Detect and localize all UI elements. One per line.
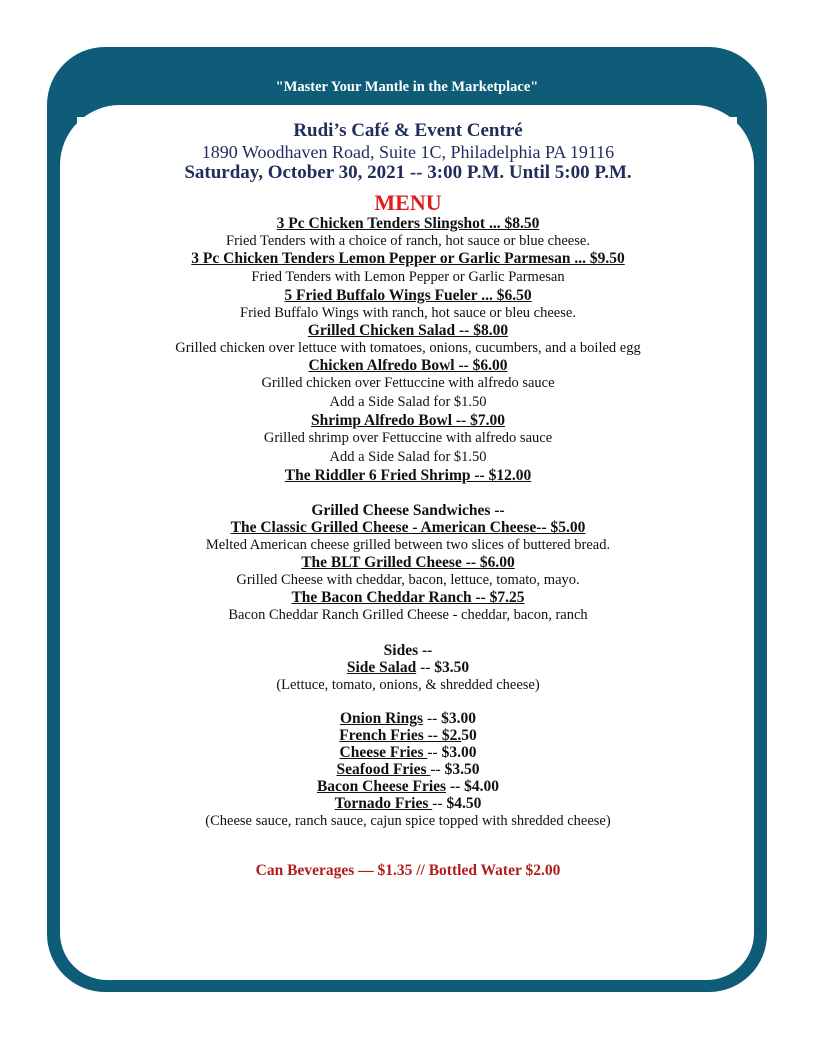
- side-item-separator: --: [427, 744, 442, 761]
- menu-item-description: Grilled shrimp over Fettuccine with alfredo sauce: [263, 430, 553, 446]
- menu-item: [60, 589, 756, 624]
- spacer: [60, 624, 756, 642]
- venue-name: Rudi’s Café & Event Centré: [293, 120, 523, 141]
- menu-item-description: Melted American cheese grilled between two slices of buttered bread.: [205, 537, 611, 553]
- side-item-price: $4.50: [446, 795, 482, 812]
- menu-item-addon: Add a Side Salad for $1.50: [329, 394, 487, 410]
- menu-item-description: Grilled chicken over lettuce with tomatoes, onions, cucumbers, and a boiled egg: [175, 340, 641, 356]
- side-item: [60, 795, 756, 812]
- menu-item: [60, 412, 756, 467]
- menu-item-title: Grilled Chicken Salad -- $8.00: [307, 322, 509, 339]
- side-item-separator: --: [423, 710, 442, 727]
- side-item-price: 50: [461, 727, 477, 744]
- side-item-price: $3.00: [441, 744, 477, 761]
- side-item-name: Side Salad: [346, 659, 417, 676]
- side-item-name: Tornado Fries: [334, 795, 433, 812]
- menu-item-title: Shrimp Alfredo Bowl -- $7.00: [311, 412, 505, 429]
- venue-address: 1890 Woodhaven Road, Suite 1C, Philadelphia PA 19116: [201, 142, 615, 162]
- spacer: [60, 694, 756, 710]
- menu-item: [60, 467, 756, 484]
- menu-item-title: The Bacon Cheddar Ranch -- $7.25: [291, 589, 525, 606]
- menu-item-title: The Riddler 6 Fried Shrimp -- $12.00: [284, 467, 532, 484]
- menu-item-description: Fried Tenders with a choice of ranch, hot sauce or blue cheese.: [226, 233, 590, 249]
- spacer: [60, 484, 756, 502]
- side-item: [60, 727, 756, 744]
- side-item: [60, 710, 756, 727]
- grilled-cheese-heading: Grilled Cheese Sandwiches --: [311, 502, 505, 519]
- menu-item-description: Fried Buffalo Wings with ranch, hot sauce or bleu cheese.: [240, 305, 576, 321]
- menu-item-description: Grilled chicken over Fettuccine with alfredo sauce: [261, 375, 555, 391]
- side-item-price: $4.00: [464, 778, 500, 795]
- side-item-separator: --: [446, 778, 465, 795]
- menu-title: MENU: [374, 190, 442, 215]
- beverages-line: Can Beverages — $1.35 // Bottled Water $2.00: [255, 862, 561, 879]
- menu-item: [60, 519, 756, 554]
- side-item-name: Onion Rings: [339, 710, 424, 727]
- menu-item: [60, 322, 756, 357]
- menu-item: [60, 554, 756, 589]
- side-item-name: Bacon Cheese Fries: [316, 778, 447, 795]
- tagline: "Master Your Mantle in the Marketplace": [275, 79, 539, 95]
- side-item-price: $3.00: [441, 710, 477, 727]
- menu-item-description: Grilled Cheese with cheddar, bacon, lettuce, tomato, mayo.: [236, 572, 580, 588]
- menu-item: [60, 215, 756, 250]
- menu-item: [60, 357, 756, 412]
- side-item-price: $3.50: [444, 761, 480, 778]
- side-item: [60, 659, 756, 676]
- menu-item-description: Bacon Cheddar Ranch Grilled Cheese - cheddar, bacon, ranch: [228, 607, 588, 623]
- menu-item-title: 3 Pc Chicken Tenders Slingshot ... $8.50: [276, 215, 540, 232]
- menu-item-title: 3 Pc Chicken Tenders Lemon Pepper or Garlic Parmesan ... $9.50: [191, 250, 625, 267]
- side-item-separator: --: [430, 761, 445, 778]
- side-item: [60, 778, 756, 795]
- side-item-name: Cheese Fries: [339, 744, 428, 761]
- menu-item: [60, 250, 756, 287]
- menu-item-addon: Add a Side Salad for $1.50: [329, 449, 487, 465]
- menu-item: [60, 287, 756, 322]
- side-item-name: Seafood Fries: [336, 761, 431, 778]
- side-item-separator: --: [416, 659, 435, 676]
- side-item-description: (Lettuce, tomato, onions, & shredded cheese): [276, 677, 540, 693]
- sides-heading: Sides --: [383, 642, 433, 659]
- side-item-price: $3.50: [434, 659, 470, 676]
- menu-item-description: Fried Tenders with Lemon Pepper or Garlic Parmesan: [251, 269, 565, 285]
- side-item-description: (Cheese sauce, ranch sauce, cajun spice topped with shredded cheese): [205, 813, 611, 829]
- event-datetime: Saturday, October 30, 2021 -- 3:00 P.M. Until 5:00 P.M.: [184, 162, 632, 183]
- menu-item-title: The BLT Grilled Cheese -- $6.00: [301, 554, 515, 571]
- side-item-separator: --: [432, 795, 447, 812]
- side-item: [60, 744, 756, 761]
- side-item-name: French Fries -- $2.: [339, 727, 462, 744]
- menu-item-title: The Classic Grilled Cheese - American Cheese-- $5.00: [230, 519, 586, 536]
- menu-item-title: Chicken Alfredo Bowl -- $6.00: [308, 357, 508, 374]
- side-item: [60, 761, 756, 778]
- spacer: [60, 830, 756, 862]
- menu-content: [60, 120, 756, 880]
- menu-item-title: 5 Fried Buffalo Wings Fueler ... $6.50: [284, 287, 532, 304]
